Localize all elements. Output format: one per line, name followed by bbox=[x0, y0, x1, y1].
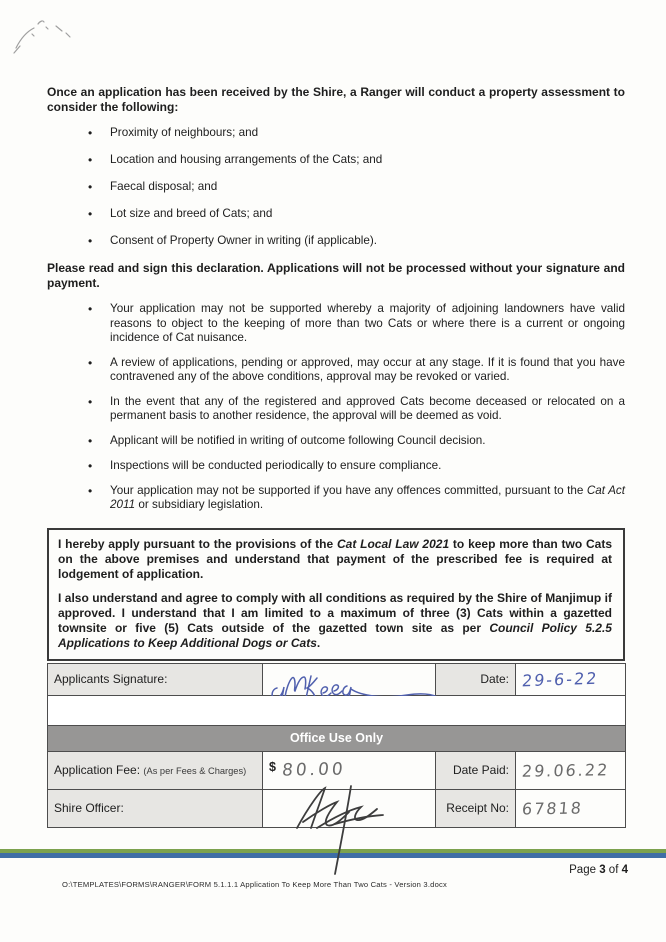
intro-heading: Once an application has been received by the Shire, a Ranger will conduct a property assessment to consider the following: bbox=[47, 85, 625, 114]
page-total: 4 bbox=[621, 864, 628, 876]
officer-signature bbox=[291, 778, 401, 878]
list-item bbox=[47, 459, 625, 474]
page-content bbox=[47, 85, 625, 828]
pencil-scribble-mark bbox=[10, 12, 82, 60]
page-number: 3 bbox=[599, 864, 606, 876]
list-item bbox=[47, 434, 625, 449]
receipt-no-field[interactable] bbox=[516, 789, 626, 827]
bullet-icon: • bbox=[88, 153, 93, 167]
date-paid-label: Date Paid: bbox=[436, 751, 516, 789]
list-item-text: Your application may not be supported whereby a majority of adjoining landowners have valid reasons to object to the keeping of more than two Cats or where there is a current or ongoing incidence of Cat nuisance. bbox=[110, 302, 625, 344]
shire-officer-row bbox=[48, 789, 626, 827]
signature-row bbox=[48, 663, 626, 695]
declaration-paragraph-1: I hereby apply pursuant to the provisions of the Cat Local Law 2021 to keep more than two Cats on the above premises and understand that payment of the prescribed fee is required at lodgement of application. bbox=[58, 536, 612, 581]
bullet-icon: • bbox=[88, 302, 93, 316]
bullet-icon: • bbox=[88, 207, 93, 221]
list-item bbox=[47, 356, 625, 385]
list-item-text: Applicant will be notified in writing of outcome following Council decision. bbox=[110, 433, 486, 447]
fee-note: (As per Fees & Charges) bbox=[143, 766, 247, 776]
declaration-box bbox=[47, 528, 625, 661]
list-item bbox=[47, 484, 625, 513]
declaration-heading: Please read and sign this declaration. Applications will not be processed without your signature and payment. bbox=[47, 261, 625, 290]
italic-act-title: Cat Act 2011 bbox=[110, 483, 625, 511]
assessment-bullet-list bbox=[47, 126, 625, 249]
list-item-text: Lot size and breed of Cats; and bbox=[110, 207, 273, 220]
list-item bbox=[47, 180, 625, 195]
fee-handwritten-value: 80.00 bbox=[281, 759, 347, 781]
application-fee-field[interactable] bbox=[263, 751, 436, 789]
spacer-row bbox=[48, 695, 626, 725]
list-item bbox=[47, 234, 625, 249]
footer-divider-stripe bbox=[0, 849, 666, 858]
currency-symbol: $ bbox=[269, 760, 276, 774]
list-item bbox=[47, 302, 625, 346]
list-item bbox=[47, 153, 625, 168]
list-item-text: Consent of Property Owner in writing (if applicable). bbox=[110, 234, 377, 247]
italic-law-title: Cat Local Law 2021 bbox=[336, 536, 450, 551]
bullet-icon: • bbox=[88, 458, 93, 473]
bullet-icon: • bbox=[88, 483, 93, 498]
bullet-icon: • bbox=[88, 126, 93, 140]
date-handwritten-value: 29-6-22 bbox=[521, 668, 600, 690]
applicant-signature-field[interactable] bbox=[263, 663, 436, 695]
list-item bbox=[47, 126, 625, 141]
list-item-text: In the event that any of the registered and approved Cats become deceased or relocated on a permanent basis to another residence, the approval will be deemed as void. bbox=[110, 394, 625, 422]
list-item-text: Your application may not be supported if you have any offences committed, pursuant to the Cat Act 2011 or subsidiary legislation. bbox=[110, 483, 625, 511]
receipt-handwritten-value: 67818 bbox=[521, 797, 584, 819]
office-use-header-row bbox=[48, 725, 626, 751]
stripe-blue-band bbox=[0, 853, 666, 858]
list-item-text: A review of applications, pending or approved, may occur at any stage. If it is found that you have contravened any of the above conditions, approval may be revoked or varied. bbox=[110, 355, 625, 383]
page-number-label: Page 3 of 4 bbox=[569, 864, 628, 876]
bullet-icon: • bbox=[88, 433, 93, 448]
list-item-text: Inspections will be conducted periodically to ensure compliance. bbox=[110, 458, 442, 472]
office-use-only-header: Office Use Only bbox=[48, 725, 626, 751]
declaration-paragraph-2: I also understand and agree to comply with all conditions as required by the Shire of Manjimup if approved. I understand that I am limited to a maximum of three (3) Cats within a gazetted townsite or five (5) Cats outside of the gazetted town site as per Council Policy 5.2.5 Applications to Keep Additional Dogs or Cats. bbox=[58, 590, 612, 650]
bullet-icon: • bbox=[88, 394, 93, 409]
date-paid-field[interactable] bbox=[516, 751, 626, 789]
list-item-text: Location and housing arrangements of the Cats; and bbox=[110, 153, 383, 166]
list-item bbox=[47, 395, 625, 424]
bullet-icon: • bbox=[88, 234, 93, 248]
application-form-table bbox=[47, 663, 626, 828]
bullet-icon: • bbox=[88, 355, 93, 370]
footer-file-path: O:\TEMPLATES\FORMS\RANGER\FORM 5.1.1.1 Application To Keep More Than Two Cats - Version 3.docx bbox=[62, 880, 447, 889]
date-label: Date: bbox=[436, 663, 516, 695]
date-paid-handwritten-value: 29.06.22 bbox=[521, 759, 611, 781]
applicant-signature-label: Applicants Signature: bbox=[48, 663, 263, 695]
application-fee-label: Application Fee: (As per Fees & Charges) bbox=[48, 751, 263, 789]
list-item-text: Proximity of neighbours; and bbox=[110, 126, 259, 139]
conditions-bullet-list bbox=[47, 302, 625, 513]
italic-policy-title: Council Policy 5.2.5 Applications to Keep Additional Dogs or Cats bbox=[58, 620, 612, 650]
list-item-text: Faecal disposal; and bbox=[110, 180, 218, 193]
spacer-cell bbox=[48, 695, 626, 725]
date-field[interactable] bbox=[516, 663, 626, 695]
list-item bbox=[47, 207, 625, 222]
receipt-no-label: Receipt No: bbox=[436, 789, 516, 827]
application-fee-row bbox=[48, 751, 626, 789]
shire-officer-signature-field[interactable] bbox=[263, 789, 436, 827]
bullet-icon: • bbox=[88, 180, 93, 194]
shire-officer-label: Shire Officer: bbox=[48, 789, 263, 827]
